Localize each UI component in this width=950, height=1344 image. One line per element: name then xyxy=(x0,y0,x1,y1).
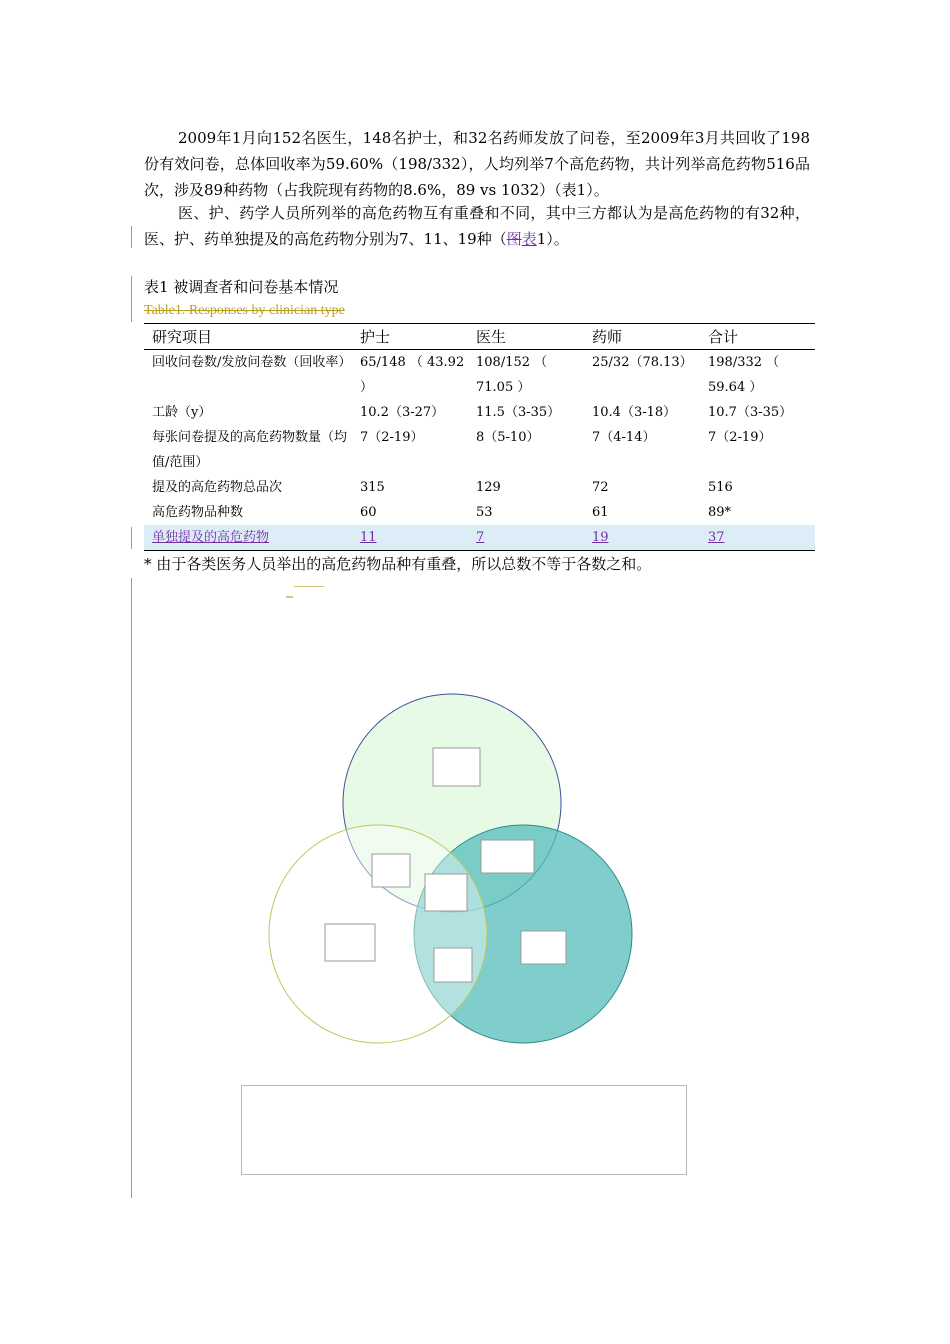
inserted-cell-text: 19 xyxy=(592,530,609,545)
paragraph-overlap xyxy=(144,200,810,252)
table-cell: 高危药物品种数 xyxy=(152,505,244,520)
column-header: 药师 xyxy=(584,324,700,350)
table-caption-english-deleted: Table1. Responses by clinician type xyxy=(144,303,345,318)
paragraph-results: 2009年1月向152名医生，148名护士，和32名药师发放了问卷，至2009年3月共回收了198份有效问卷，总体回收率为59.60%（198/332），人均列举7个高危药物，共计列举高危药物516品次，涉及89种药物（占我院现有药物的8.6%，89 vs 1032）（表1）。 xyxy=(144,129,810,199)
change-bar xyxy=(131,226,132,248)
table-cell: 每张问卷提及的高危药物数量（均值/范围） xyxy=(152,430,348,470)
venn-label-box xyxy=(434,948,472,982)
table-cell: 516 xyxy=(708,480,733,495)
venn-label-box xyxy=(325,924,375,961)
column-header: 研究项目 xyxy=(144,324,352,350)
paragraph-overlap-text: 医、护、药学人员所列举的高危药物互有重叠和不同，其中三方都认为是高危药物的有32种，医、护、药单独提及的高危药物分别为7、11、19种（ xyxy=(144,204,810,248)
table-cell: 25/32（78.13） xyxy=(592,355,693,370)
deleted-text: 图 xyxy=(506,230,522,248)
venn-label-box xyxy=(521,931,566,964)
table-cell: 10.4（3-18） xyxy=(592,405,677,420)
venn-diagram xyxy=(262,693,642,1053)
table-cell xyxy=(700,525,815,551)
venn-label-box xyxy=(481,840,534,873)
table-cell: 108/152 （ 71.05 ） xyxy=(476,355,548,395)
inserted-cell-text: 7 xyxy=(476,530,485,545)
table-cell xyxy=(352,525,468,551)
survey-table xyxy=(144,323,815,551)
table-cell: 10.2（3-27） xyxy=(360,405,445,420)
change-bar xyxy=(131,578,132,1198)
table-cell: 回收问卷数/发放问卷数（回收率） xyxy=(152,355,352,370)
table-cell: 8（5-10） xyxy=(476,430,540,445)
table-cell: 198/332 （ 59.64 ） xyxy=(708,355,780,395)
inserted-cell-text: 37 xyxy=(708,530,725,545)
tracked-change-marks xyxy=(286,586,324,598)
table-cell: 315 xyxy=(360,480,385,495)
table-header-row xyxy=(144,324,815,350)
venn-label-box xyxy=(372,854,410,887)
table-row xyxy=(144,475,815,500)
table-cell: 7（2-19） xyxy=(360,430,424,445)
table-row xyxy=(144,425,815,475)
table-cell: 129 xyxy=(476,480,501,495)
change-bar xyxy=(131,276,132,322)
table-cell: 65/148 （ 43.92 ） xyxy=(360,355,465,395)
table-cell xyxy=(468,525,584,551)
table-row xyxy=(144,500,815,525)
table-row xyxy=(144,350,815,401)
inserted-cell-text: 单独提及的高危药物 xyxy=(152,530,270,545)
table-cell: 10.7（3-35） xyxy=(708,405,793,420)
table-row xyxy=(144,400,815,425)
table-footnote: * 由于各类医务人员举出的高危药物品种有重叠，所以总数不等于各数之和。 xyxy=(144,555,652,573)
table-cell: 53 xyxy=(476,505,493,520)
table-cell: 工龄（y） xyxy=(152,405,212,420)
change-bar xyxy=(131,527,132,549)
table-cell: 7（2-19） xyxy=(708,430,772,445)
table-cell: 11.5（3-35） xyxy=(476,405,561,420)
table-cell: 60 xyxy=(360,505,377,520)
venn-label-box xyxy=(425,874,467,911)
inserted-cell-text: 11 xyxy=(360,530,377,545)
table-cell: 61 xyxy=(592,505,609,520)
venn-label-box xyxy=(433,748,480,786)
inserted-text: 表 xyxy=(521,230,537,248)
column-header: 护士 xyxy=(352,324,468,350)
empty-caption-textbox[interactable] xyxy=(241,1085,687,1175)
column-header: 医生 xyxy=(468,324,584,350)
table-cell: 提及的高危药物总品次 xyxy=(152,480,283,495)
table-cell: 7（4-14） xyxy=(592,430,656,445)
table-caption: 表1 被调查者和问卷基本情况 xyxy=(144,278,339,296)
table-row-highlighted xyxy=(144,525,815,551)
table-cell xyxy=(584,525,700,551)
table-cell: 89* xyxy=(708,505,732,520)
column-header: 合计 xyxy=(700,324,815,350)
paragraph-overlap-end: 1）。 xyxy=(536,230,569,248)
table-cell: 72 xyxy=(592,480,609,495)
table-cell xyxy=(144,525,352,551)
